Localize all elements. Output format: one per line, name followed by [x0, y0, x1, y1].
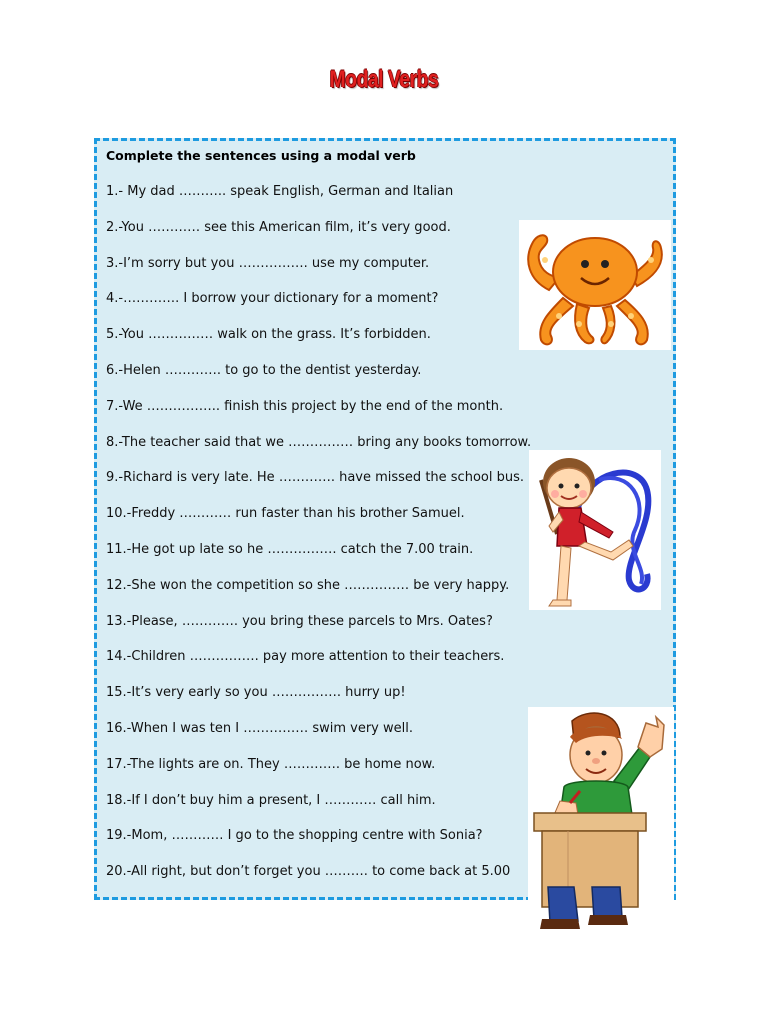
worksheet-title: Modal Verbs: [329, 66, 439, 93]
sentence-item: 1.- My dad ……….. speak English, German and Italian: [106, 184, 454, 199]
sentence-item: 19.-Mom, ………… I go to the shopping centre with Sonia?: [106, 828, 483, 844]
sentence-item: 20.-All right, but don’t forget you ………. to come back at 5.00: [106, 864, 511, 880]
sentence-list: [106, 181, 531, 897]
student-at-desk-illustration: [528, 707, 674, 933]
sentence-item: 4.-…………. I borrow your dictionary for a moment?: [106, 291, 439, 307]
sentence-item: 12.-She won the competition so she …………… be very happy.: [106, 577, 510, 593]
exercise-instruction: Complete the sentences using a modal verb: [106, 148, 416, 163]
sentence-item: 11.-He got up late so he ……………. catch the 7.00 train.: [106, 541, 474, 557]
sentence-item: 14.-Children ……………. pay more attention to their teachers.: [106, 649, 505, 665]
sentence-item: 10.-Freddy ………… run faster than his brother Samuel.: [106, 506, 465, 522]
sentence-item: 5.-You …………… walk on the grass. It’s forbidden.: [106, 327, 431, 343]
sentence-item: 18.-If I don’t buy him a present, I ………… call him.: [106, 792, 436, 808]
sentence-item: 3.-I’m sorry but you ……………. use my computer.: [106, 255, 430, 271]
sentence-item: 17.-The lights are on. They …………. be home now.: [106, 756, 436, 772]
sentence-item: 2.-You ………… see this American film, it’s very good.: [106, 219, 451, 235]
gymnast-illustration: [529, 450, 661, 610]
sentence-item: 9.-Richard is very late. He …………. have missed the school bus.: [106, 470, 524, 486]
sentence-item: 8.-The teacher said that we …………… bring any books tomorrow.: [106, 434, 532, 450]
sentence-item: 16.-When I was ten I …………… swim very well.: [106, 720, 413, 736]
sentence-item: 7.-We …………….. finish this project by the end of the month.: [106, 398, 504, 414]
sentence-item: 15.-It’s very early so you ……………. hurry up!: [106, 685, 406, 701]
sentence-item: 13.-Please, …………. you bring these parcels to Mrs. Oates?: [106, 613, 493, 629]
sentence-item: 6.-Helen …………. to go to the dentist yesterday.: [106, 362, 422, 378]
octopus-illustration: [519, 220, 671, 350]
